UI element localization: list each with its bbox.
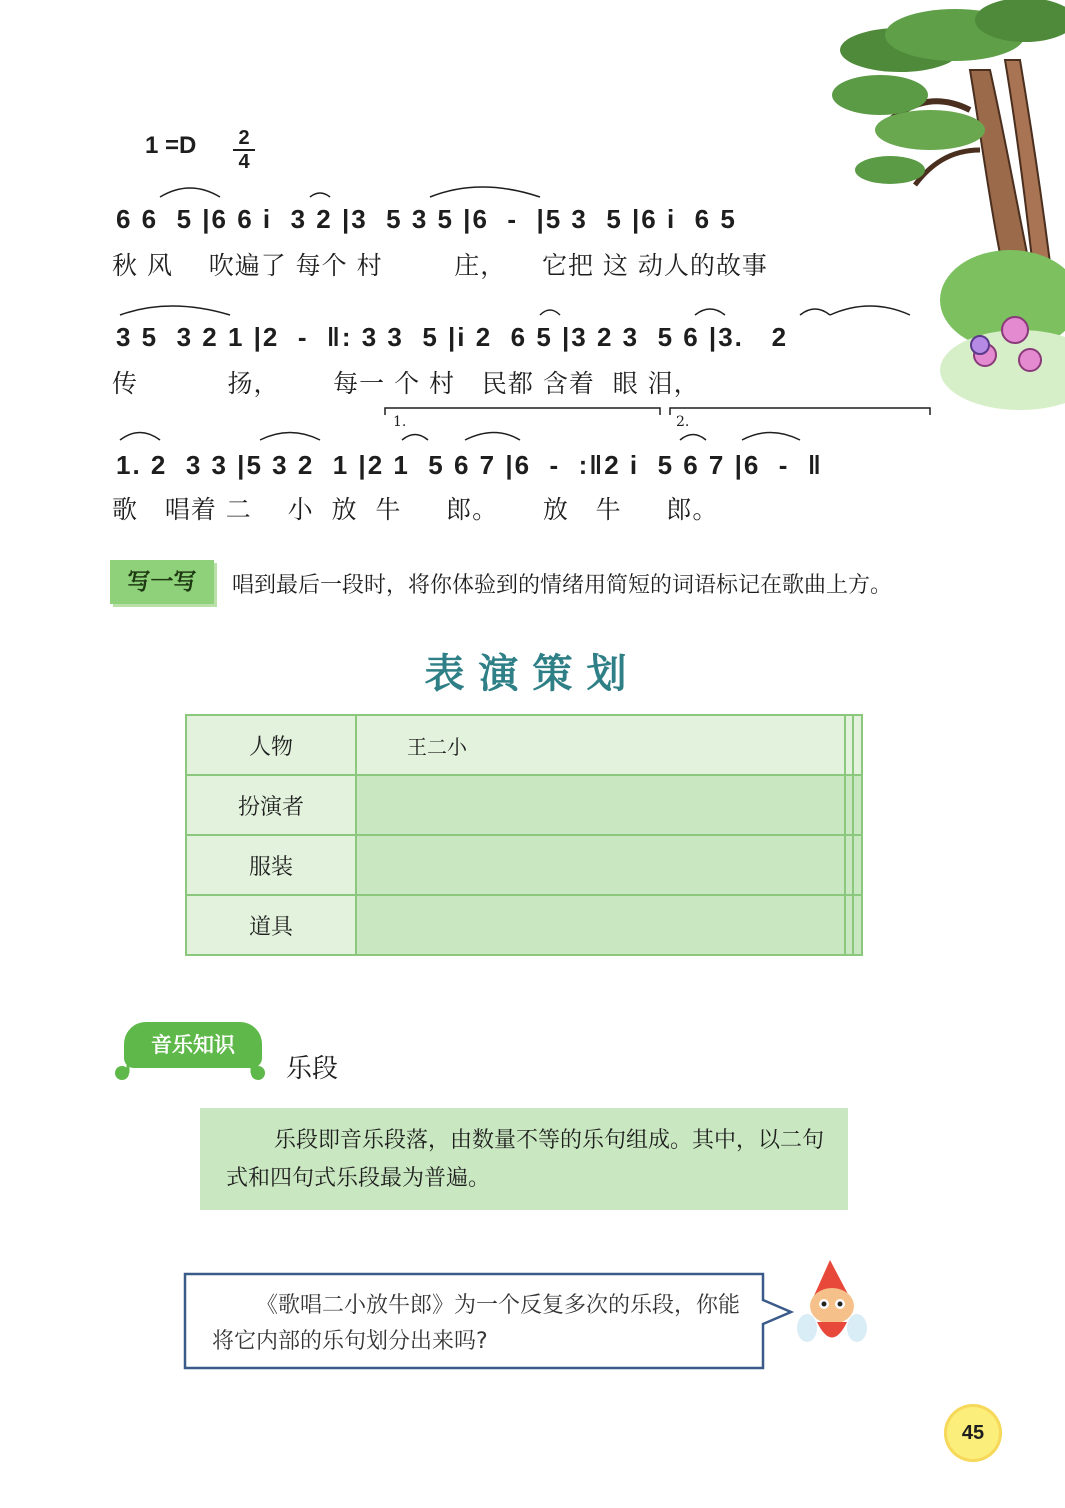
key-signature: 1 =D: [145, 132, 197, 159]
blank-cell: [356, 835, 845, 895]
table-row: [186, 715, 862, 775]
character-cell: 王二小: [356, 715, 845, 775]
score-row-2-lyrics: 传 扬， 每一 个 村 民都 含着 眼 泪，: [112, 369, 700, 398]
table-row: [186, 775, 862, 835]
knowledge-tag: 音乐知识: [124, 1022, 262, 1068]
write-tag: 写一写: [110, 560, 214, 604]
row-label: 道具: [186, 895, 356, 955]
row-label: 服装: [186, 835, 356, 895]
time-signature-bottom: 4: [238, 151, 250, 173]
blank-cell: [853, 775, 862, 835]
blank-cell: [845, 715, 854, 775]
table-row: [186, 835, 862, 895]
bubble-question: 《歌唱二小放牛郎》为一个反复多次的乐段，你能将它内部的乐句划分出来吗?: [212, 1293, 741, 1354]
row-label: 扮演者: [186, 775, 356, 835]
plan-title: 表演策划: [424, 651, 641, 697]
blank-cell: [845, 775, 854, 835]
score-row-2-notes: 3 5 3 2 1 |2 - ‖: 3 3 5 |i 2 6 5 |3 2 3 5 6 |3. 2: [116, 322, 789, 352]
score-row-3-notes: 1. 2 3 3 |5 3 2 1 |2 1 5 6 7 |6 - :‖2 i 5 6 7 |6 - ‖: [116, 450, 823, 480]
time-signature-top: 2: [238, 127, 250, 149]
blank-cell: [845, 895, 854, 955]
blank-cell: [853, 835, 862, 895]
knowledge-title: 乐段: [286, 1054, 339, 1084]
blank-cell: [356, 895, 845, 955]
knowledge-text: 乐段即音乐段落，由数量不等的乐句组成。其中，以二句式和四句式乐段最为普遍。: [226, 1128, 825, 1191]
ending-2-label: 2.: [676, 414, 690, 430]
ending-1-label: 1.: [393, 414, 407, 430]
blank-cell: [845, 835, 854, 895]
mascot-illustration: [795, 1258, 870, 1353]
score-row-1-lyrics: 秋 风 吹遍了 每个 村 庄， 它把 这 动人的故事: [112, 251, 768, 280]
row-label: 人物: [186, 715, 356, 775]
table-row: [186, 895, 862, 955]
blank-cell: [356, 775, 845, 835]
time-signature: [233, 128, 255, 172]
page-number: 45: [944, 1404, 1002, 1462]
plan-table: [185, 714, 863, 956]
blank-cell: [853, 715, 862, 775]
blank-cell: [853, 895, 862, 955]
write-instruction: 唱到最后一段时，将你体验到的情绪用简短的词语标记在歌曲上方。: [232, 573, 893, 598]
score-row-3-lyrics: 歌 唱着 二 小 放 牛 郎。 放 牛 郎。: [112, 495, 719, 524]
score-row-1-notes: 6 6 5 |6 6 i 3 2 |3 5 3 5 |6 - |5 3 5 |6 i 6 5: [116, 204, 737, 234]
